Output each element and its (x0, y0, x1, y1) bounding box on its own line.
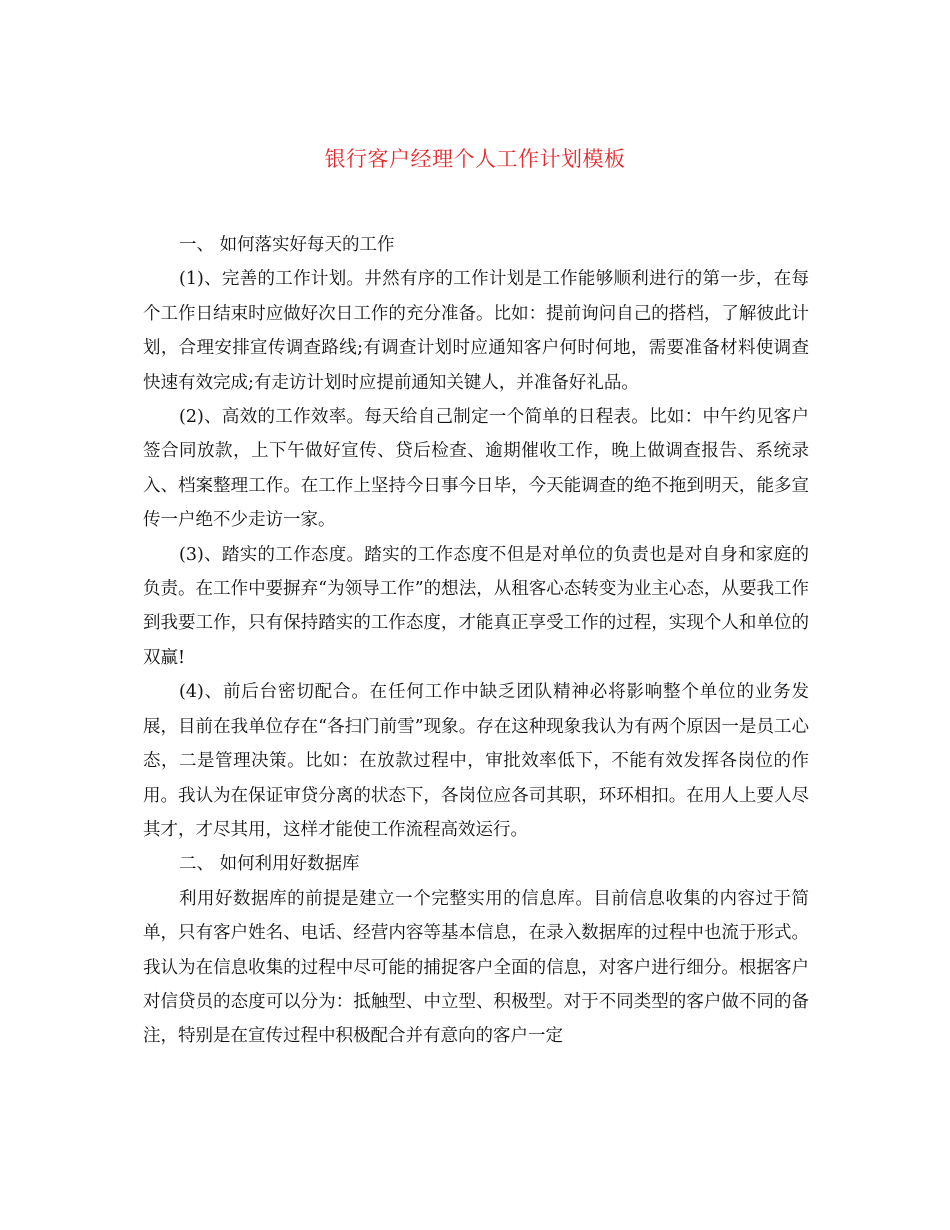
paragraph: 利用好数据库的前提是建立一个完整实用的信息库。目前信息收集的内容过于简单，只有客户姓名、电话、经营内容等基本信息，在录入数据库的过程中也流于形式。我认为在信息收集的过程中尽可能的捕捉客户全面的信息，对客户进行细分。根据客户对信贷员的态度可以分为：抵触型、中立型、积极型。对于不同类型的客户做不同的备注，特别是在宣传过程中积极配合并有意向的客户一定 (143, 888, 809, 1047)
paragraph: (3)、踏实的工作态度。踏实的工作态度不但是对单位的负责也是对自身和家庭的负责。在工作中要摒弃“为领导工作”的想法，从租客心态转变为业主心态，从要我工作到我要工作，只有保持踏实的工作态度，才能真正享受工作的过程，实现个人和单位的双赢! (143, 544, 809, 668)
paragraph: (2)、高效的工作效率。每天给自己制定一个简单的日程表。比如：中午约见客户签合同放款，上下午做好宣传、贷后检查、逾期催收工作，晚上做调查报告、系统录入、档案整理工作。在工作上坚持今日事今日毕，今天能调查的绝不拖到明天，能多宣传一户绝不少走访一家。 (143, 407, 809, 531)
section-heading: 一、 如何落实好每天的工作 (179, 235, 395, 255)
document-title: 银行客户经理个人工作计划模板 (324, 147, 626, 171)
document-body (143, 228, 809, 1054)
paragraph: (4)、前后台密切配合。在任何工作中缺乏团队精神必将影响整个单位的业务发展，目前在我单位存在“各扫门前雪”现象。存在这种现象我认为有两个原因一是员工心态，二是管理决策。比如：在放款过程中，审批效率低下，不能有效发挥各岗位的作用。我认为在保证审贷分离的状态下，各岗位应各司其职，环环相扣。在用人上要人尽其才，才尽其用，这样才能使工作流程高效运行。 (143, 682, 809, 840)
section-heading: 二、 如何利用好数据库 (179, 854, 360, 875)
paragraph: (1)、完善的工作计划。井然有序的工作计划是工作能够顺利进行的第一步，在每个工作日结束时应做好次日工作的充分准备。比如：提前询问自己的搭档，了解彼此计划，合理安排宣传调查路线;有调查计划时应通知客户何时何地，需要准备材料使调查快速有效完成;有走访计划时应提前通知关键人，并准备好礼品。 (143, 269, 809, 393)
